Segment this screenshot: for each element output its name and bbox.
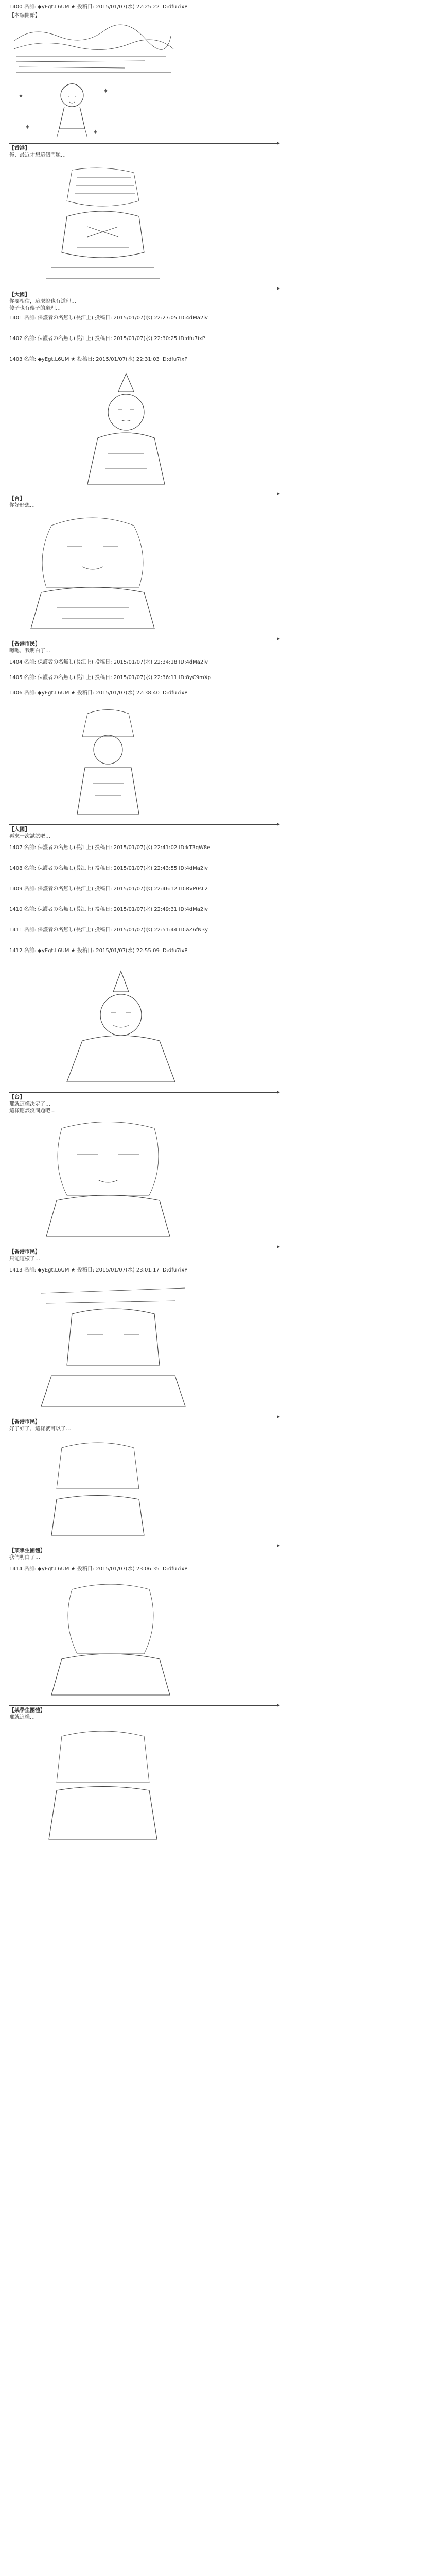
speaker-name: 【香港市民】: [9, 641, 40, 647]
speech-line: 我們明白了…: [9, 1555, 40, 1561]
speech: [9, 1419, 71, 1432]
post-header: 1401 名前: 保護者の名無し(長江上) 投稿日: 2015/01/07(水) 22:27:05 ID:4dMa2iv: [9, 315, 208, 321]
speech: [9, 145, 66, 159]
divider: [9, 143, 277, 144]
post-header: 1413 名前: ◆yEgt.L6UM ★ 投稿日: 2015/01/07(水) 23:01:17 ID:dfu7ixP: [9, 1267, 188, 1273]
ascii-art-figure: [51, 969, 196, 1087]
post-header: 1404 名前: 保護者の名無し(長江上) 投稿日: 2015/01/07(水) 22:34:18 ID:4dMa2iv: [9, 659, 208, 665]
speech-line: 再來一次試試吧…: [9, 834, 50, 839]
speech: [9, 1548, 45, 1561]
post-header: 1402 名前: 保護者の名無し(長江上) 投稿日: 2015/01/07(水) 22:30:25 ID:dfu7ixP: [9, 336, 205, 342]
ascii-art-figure: [57, 706, 160, 819]
divider: [9, 1092, 277, 1093]
sparkle-icon: ✦: [18, 93, 24, 100]
speech-line: 你好好想…: [9, 503, 35, 509]
divider: [9, 1705, 277, 1706]
post-header: 1403 名前: ◆yEgt.L6UM ★ 投稿日: 2015/01/07(水) 22:31:03 ID:dfu7ixP: [9, 357, 188, 362]
ascii-art-figure: [41, 1437, 154, 1540]
post-header: 1407 名前: 保護者の名無し(長江上) 投稿日: 2015/01/07(水) 22:41:02 ID:kT3qW8e: [9, 845, 210, 851]
post-header: 1400 名前: ◆yEgt.L6UM ★ 投稿日: 2015/01/07(水) 22:25:22 ID:dfu7ixP: [9, 4, 188, 10]
speech-line: 那就這樣…: [9, 1715, 35, 1720]
speech-line: 嗯嗯，我明白了…: [9, 648, 50, 654]
speaker-name: 【某學生團體】: [9, 1548, 45, 1554]
ascii-art-figure: [21, 515, 165, 634]
speaker-name: 【大國】: [9, 292, 30, 298]
speech: [9, 496, 35, 509]
speech: [9, 1707, 45, 1721]
speech: [9, 826, 50, 840]
speech-line: 傻子也有傻子的道理…: [9, 306, 61, 311]
speaker-name: 【大國】: [9, 827, 30, 833]
ascii-art-banner: [11, 21, 176, 77]
post-header: 1410 名前: 保護者の名無し(長江上) 投稿日: 2015/01/07(水) 22:49:31 ID:4dMa2iv: [9, 907, 208, 912]
sparkle-icon: ✦: [93, 129, 98, 137]
speech-line: 那就這樣決定了…: [9, 1101, 50, 1107]
post-header: 1408 名前: 保護者の名無し(長江上) 投稿日: 2015/01/07(水) 22:43:55 ID:4dMa2iv: [9, 866, 208, 871]
speech-line: 你要相信，這麼說也有道理…: [9, 299, 76, 304]
speaker-name: 【某學生團體】: [9, 1708, 45, 1714]
ascii-art-figure: [36, 165, 170, 283]
speaker-name: 【香港市民】: [9, 1249, 40, 1255]
intro-line: 【本編開始】: [9, 13, 40, 19]
ascii-art-figure: [46, 1582, 175, 1700]
post-header: 1406 名前: ◆yEgt.L6UM ★ 投稿日: 2015/01/07(水) 22:38:40 ID:dfu7ixP: [9, 690, 188, 696]
post-header: 1414 名前: ◆yEgt.L6UM ★ 投稿日: 2015/01/07(水) 23:06:35 ID:dfu7ixP: [9, 1566, 188, 1572]
ascii-art-figure: [77, 371, 180, 489]
sparkle-icon: ✦: [25, 124, 30, 131]
speech-line: 俺、最近才想這個問題…: [9, 152, 66, 158]
speech: [9, 1094, 56, 1114]
speaker-name: 【台】: [9, 496, 25, 502]
speech-line: 這樣應該沒問題吧…: [9, 1108, 56, 1114]
post-header: 1405 名前: 保護者の名無し(長江上) 投稿日: 2015/01/07(水) 22:36:11 ID:8yC9mXp: [9, 675, 211, 681]
post-header: 1412 名前: ◆yEgt.L6UM ★ 投稿日: 2015/01/07(水) 22:55:09 ID:dfu7ixP: [9, 948, 188, 954]
speaker-name: 【香港市民】: [9, 1419, 40, 1425]
post-header: 1411 名前: 保護者の名無し(長江上) 投稿日: 2015/01/07(水) 22:51:44 ID:aZ6fN3y: [9, 927, 208, 933]
ascii-art-figure: [31, 1283, 196, 1412]
speech: [9, 1249, 40, 1262]
post-header: 1409 名前: 保護者の名無し(長江上) 投稿日: 2015/01/07(水) 22:46:12 ID:RvP0sL2: [9, 886, 208, 892]
ascii-art-chibi: [46, 77, 98, 139]
speaker-name: 【台】: [9, 1095, 25, 1100]
speech: [9, 641, 50, 654]
speech-line: 只能這樣了…: [9, 1256, 40, 1262]
speech-line: 好了好了，這樣就可以了…: [9, 1426, 71, 1432]
speaker-name: 【香港】: [9, 146, 30, 151]
divider: [9, 824, 277, 825]
ascii-art-figure: [41, 1118, 175, 1242]
speech: [9, 292, 76, 312]
ascii-art-figure: [41, 1726, 165, 1844]
sparkle-icon: ✦: [103, 88, 109, 95]
